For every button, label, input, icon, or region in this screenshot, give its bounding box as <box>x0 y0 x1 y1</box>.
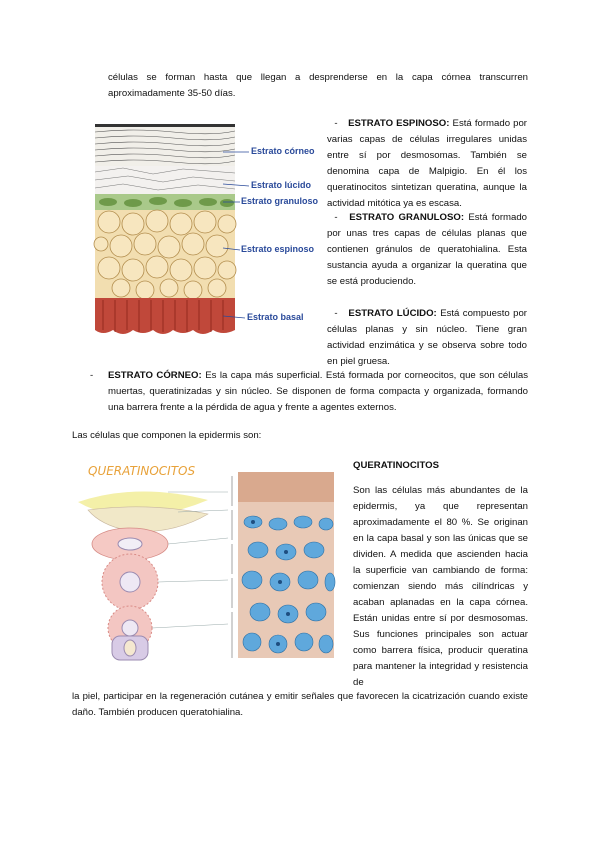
corneo-title: ESTRATO CÓRNEO: <box>108 370 202 381</box>
epidermis-strata-figure <box>93 122 321 344</box>
estrato-corneo-paragraph <box>108 368 528 416</box>
label-estrato-basal: Estrato basal <box>247 312 304 322</box>
espinoso-text: Está formado por varias capas de células irregulares unidas entre sí por desmosomas. También se denomina capa de Malpigio. En él los queratinocitos sintetizan queratina, aunque la actividad mitótica ya es escasa. <box>327 118 527 209</box>
cells-intro: Las células que componen la epidermis son: <box>72 430 262 441</box>
figure2-title: QUERATINOCITOS <box>88 464 196 478</box>
queratinocitos-figure <box>68 462 338 662</box>
espinoso-title: ESTRATO ESPINOSO: <box>348 118 450 129</box>
estrato-corneo-dash: - <box>90 370 94 381</box>
estrato-espinoso-paragraph: - ESTRATO ESPINOSO: Está formado por varias capas de células irregulares unidas entre sí por desmosomas. También se denomina capa de Malpigio. En él los queratinocitos sintetizan queratina, aunque la actividad mitótica ya es escasa. <box>327 118 527 209</box>
estrato-granuloso-paragraph: - ESTRATO GRANULOSO: Está formado por unas tres capas de células planas que contienen gránulos de queratohialina. Esta sustancia ayuda a organizar la queratina que se está produciendo. <box>327 212 528 287</box>
queratinocitos-text-column: Son las células más abundantes de la epidermis, ya que representan aproximadamente el 80 %. Se originan en la capa basal y son las únicas que se dividen. A medida que ascienden hacia la superficie van cambiando de forma: comienzan siendo más cilíndricas y acaban aplanadas en la capa córnea. Están unidas entre sí por desmosomas. Sus funciones principales son actuar como barrera física, producir queratina para mantener la integridad y resistencia de <box>353 485 528 688</box>
queratinocitos-illustration <box>68 462 338 662</box>
estrato-lucido-paragraph: - ESTRATO LÚCIDO: Está compuesto por células planas y sin núcleo. Tiene gran actividad enzimática y se observa sobre todo en piel gruesa. <box>327 308 528 367</box>
intro-paragraph: células se forman hasta que llegan a desprenderse en la capa córnea transcurren aproximadamente 35-50 días. <box>108 72 528 99</box>
corneo-text: Es la capa más superficial. Está formada por corneocitos, que son células muertas, queratinizadas y sin núcleo. Se disponen de forma compacta y organizada, formando una barrera frente a la pérdida de agua y frente a agentes externos. <box>108 370 529 413</box>
granuloso-text: Está formado por unas tres capas de células planas que contienen gránulos de queratohialina. Esta sustancia ayuda a organizar la queratina que se está produciendo. <box>327 212 528 287</box>
label-estrato-lucido: Estrato lúcido <box>251 180 312 190</box>
granuloso-title: ESTRATO GRANULOSO: <box>349 212 465 223</box>
lucido-title: ESTRATO LÚCIDO: <box>348 308 437 319</box>
label-estrato-granuloso: Estrato granuloso <box>241 196 319 206</box>
queratinocitos-heading: QUERATINOCITOS <box>353 460 439 471</box>
label-estrato-corneo: Estrato córneo <box>251 146 315 156</box>
lucido-text: Está compuesto por células planas y sin núcleo. Tiene gran actividad enzimática y se observa sobre todo en piel gruesa. <box>327 308 528 367</box>
queratinocitos-text-full: la piel, participar en la regeneración cutánea y emitir señales que favorecen la cicatrización cuando existe daño. También producen queratohialina. <box>72 691 528 718</box>
label-estrato-espinoso: Estrato espinoso <box>241 244 315 254</box>
